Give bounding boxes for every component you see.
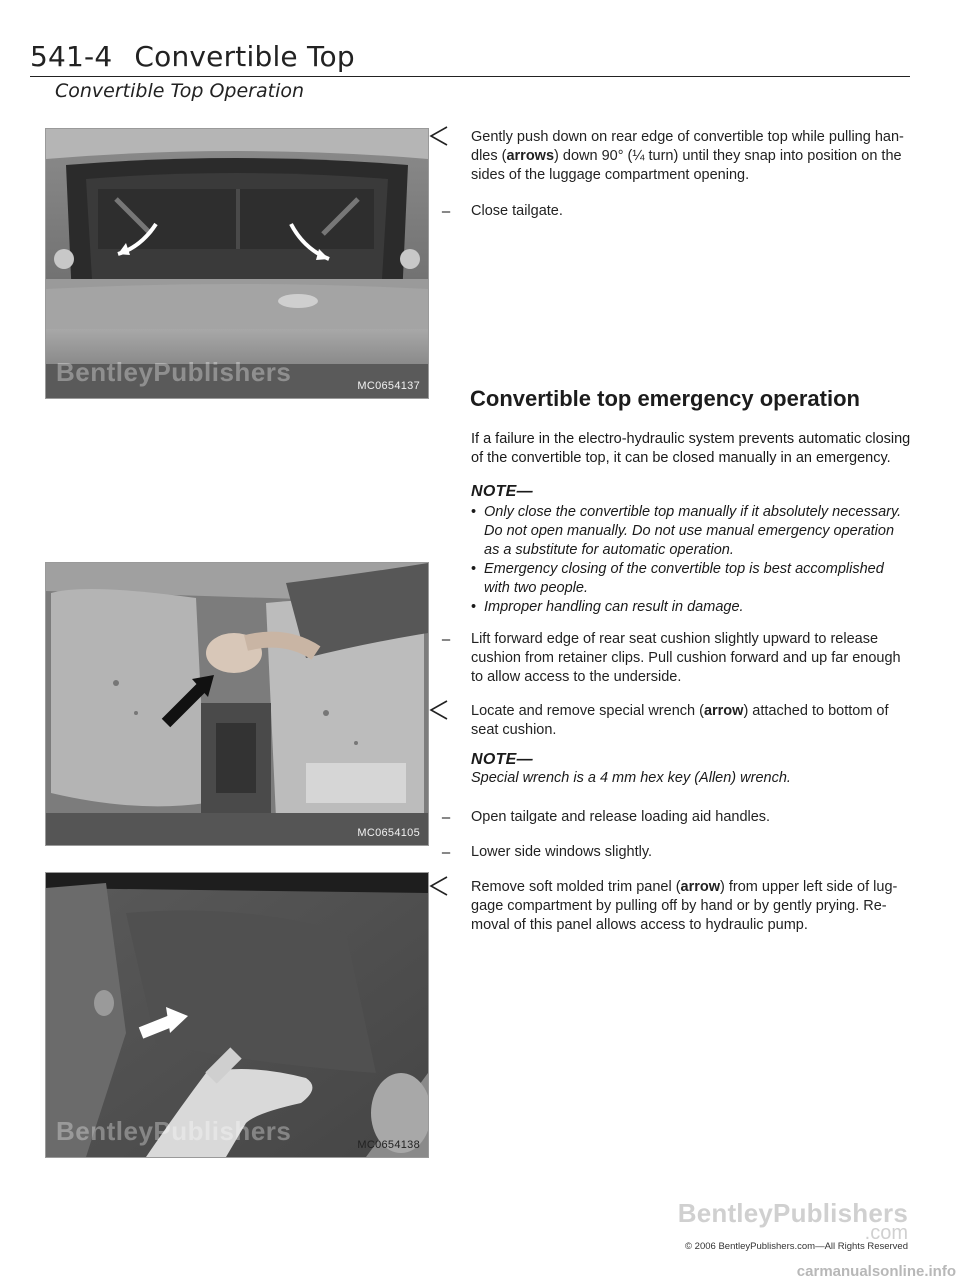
photo-trim-panel (45, 872, 429, 1158)
photo-code: MC0654105 (357, 827, 420, 839)
footer-site-watermark: carmanualsonline.info (796, 1263, 956, 1280)
step-lower-windows: – Lower side windows slightly. (427, 843, 910, 862)
page-number: 541-4 (30, 40, 113, 73)
photo-seat-cushion-underside (45, 562, 429, 846)
step-open-tailgate: – Open tailgate and release loading aid handles. (427, 808, 910, 827)
footer-copyright: © 2006 BentleyPublishers.com—All Rights Reserved (685, 1241, 908, 1252)
footer-brand-logo: BentleyPublishers (677, 1198, 908, 1228)
note-text: Special wrench is a 4 mm hex key (Allen) wrench. (471, 770, 791, 786)
photo-watermark: BentleyPublishers (56, 357, 292, 387)
step-push-down-handles: Gently push down on rear edge of convertible top while pulling han-dles (arrows) down 90° (¼ turn) until they snap into position on the sides of the luggage compartment opening. (427, 128, 910, 185)
note-item: • Emergency closing of the convertible top is best accomplished with two people. (471, 560, 911, 598)
header-rule (30, 76, 910, 77)
section-subtitle: Convertible Top Operation (55, 80, 305, 102)
step-remove-special-wrench: Locate and remove special wrench (arrow) attached to bottom of seat cushion. (427, 702, 910, 740)
note-block (471, 750, 911, 788)
dash-marker: – (441, 631, 451, 648)
dash-marker: – (441, 809, 451, 826)
dash-marker: – (441, 203, 451, 220)
note-list (471, 503, 911, 617)
photo-watermark: BentleyPublishers (56, 1116, 292, 1146)
note-block (471, 482, 911, 617)
page-header (30, 40, 355, 73)
photo-code: MC0654138 (357, 1139, 420, 1151)
photo-luggage-compartment (45, 128, 429, 399)
note-item: • Improper handling can result in damage. (471, 598, 911, 617)
chapter-title: Convertible Top (134, 40, 355, 73)
photo-code: MC0654137 (357, 380, 420, 392)
pointer-arrow-icon (427, 875, 449, 897)
note-item: • Only close the convertible top manually if it absolutely necessary. Do not open manually. Do not use manual emergency operation as a substitute for automatic operation. (471, 503, 911, 560)
step-remove-trim-panel: Remove soft molded trim panel (arrow) from upper left side of lug-gage compartment by pulling off by hand or by gently prying. Re-moval of this panel allows access to hydraulic pump. (427, 878, 910, 935)
pointer-arrow-icon (427, 699, 449, 721)
footer-brand-com: .com (864, 1222, 908, 1244)
section-heading: Convertible top emergency operation (470, 386, 860, 411)
intro-paragraph: If a failure in the electro-hydraulic system prevents automatic closing of the convertible top, it can be closed manually in an emergency. (471, 431, 911, 466)
note-title: NOTE— (471, 483, 533, 500)
pointer-arrow-icon (427, 125, 449, 147)
dash-marker: – (441, 844, 451, 861)
step-lift-seat-cushion: – Lift forward edge of rear seat cushion slightly upward to release cushion from retainer clips. Pull cushion forward and up far enough to allow access to the underside. (427, 630, 910, 687)
note-title: NOTE— (471, 751, 533, 768)
step-close-tailgate: – Close tailgate. (427, 202, 910, 221)
